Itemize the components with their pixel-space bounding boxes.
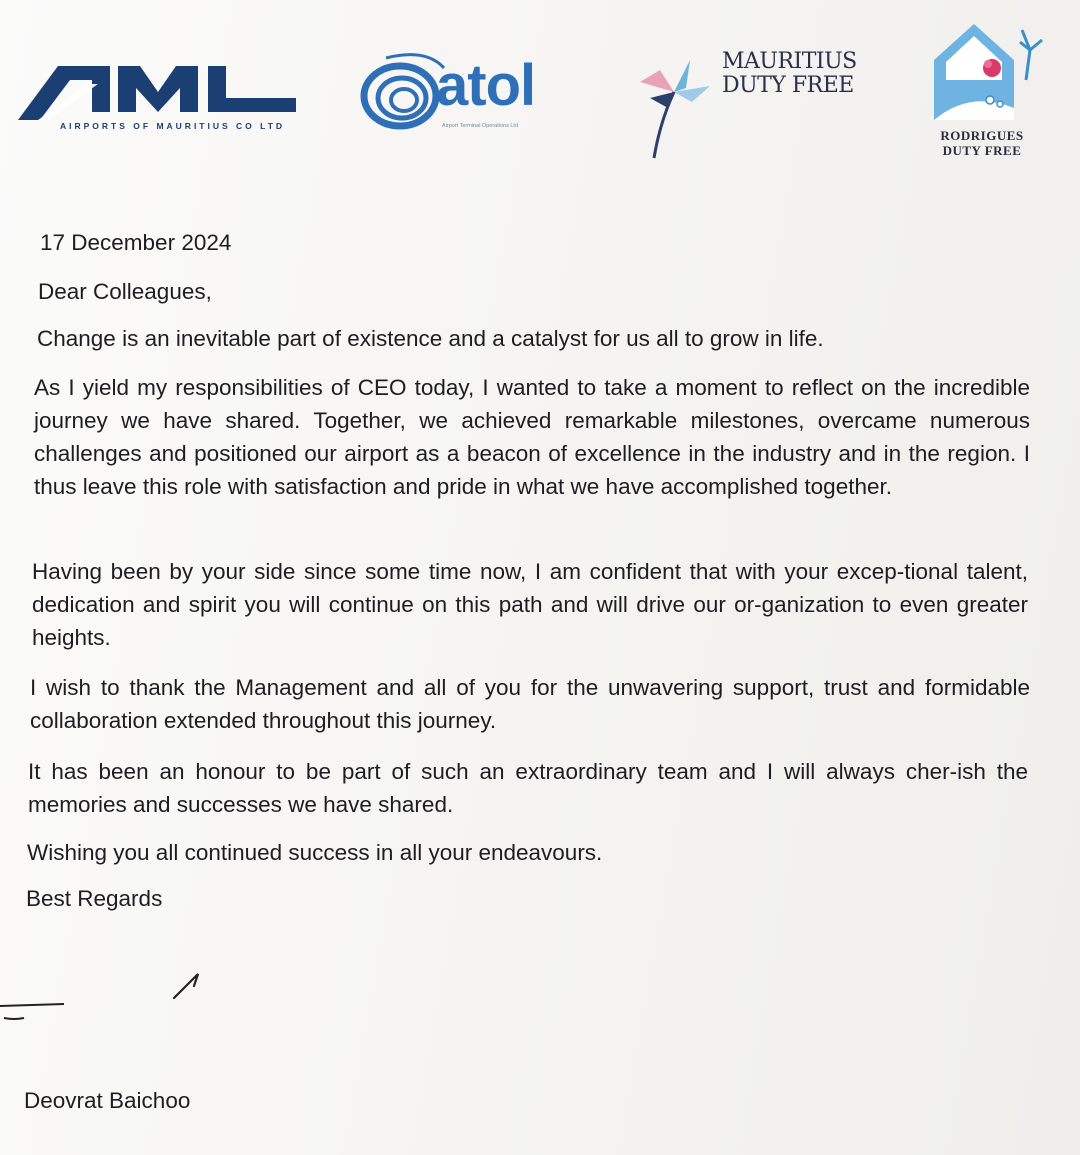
paragraph-1: Change is an inevitable part of existence and a catalyst for us all to grow in life. bbox=[37, 326, 824, 351]
mdf-line1: MAURITIUS bbox=[722, 49, 857, 74]
signature-icon bbox=[0, 960, 240, 1040]
rodrigues-duty-free-text bbox=[932, 128, 1032, 158]
aml-wordmark bbox=[0, 0, 1, 1]
paragraph-2: As I yield my responsibilities of CEO today, I wanted to take a moment to reflect on the incredible journey we have shared. Together, we achieved remarkable milestones, overcame numerous challenges and positioned our airport as a beacon of excellence in the industry and in the region. I thus leave this role with satisfaction and pride in what we have accomplished together. bbox=[34, 375, 1030, 499]
paragraph-3: Having been by your side since some time now, I am confident that with your excep-tional talent, dedication and spirit you will continue on this path and will drive our or-ganization to even greater heights. bbox=[32, 559, 1028, 650]
rdf-line2: DUTY FREE bbox=[942, 143, 1022, 158]
salutation: Dear Colleagues, bbox=[38, 279, 212, 304]
atol-swirl-icon bbox=[356, 48, 446, 138]
rodrigues-emblem-icon bbox=[930, 20, 1050, 125]
closing: Best Regards bbox=[26, 886, 163, 911]
mdf-line2: DUTY FREE bbox=[722, 73, 854, 98]
rdf-line1: RODRIGUES bbox=[940, 128, 1024, 143]
aml-mark-icon bbox=[18, 50, 300, 120]
mauritius-duty-free-text bbox=[722, 50, 857, 98]
paragraph-6: Wishing you all continued success in all your endeavours. bbox=[27, 840, 603, 865]
aml-subtitle: AIRPORTS OF MAURITIUS CO LTD bbox=[60, 121, 286, 131]
aml-logo bbox=[18, 50, 300, 140]
atol-wordmark: atol bbox=[436, 53, 536, 118]
mauritius-duty-free-logo bbox=[630, 42, 860, 162]
aml-wordmark-holder bbox=[0, 0, 1, 1]
paragraph-4: I wish to thank the Management and all of you for the unwavering support, trust and formidable collaboration extended throughout this journey. bbox=[30, 675, 1030, 733]
paragraph-5: It has been an honour to be part of such an extraordinary team and I will always cher-ish the memories and successes we have shared. bbox=[28, 759, 1028, 817]
rodrigues-duty-free-logo bbox=[930, 20, 1050, 165]
signatory-name: Deovrat Baichoo bbox=[24, 1088, 191, 1113]
atol-logo bbox=[356, 48, 566, 138]
bird-of-paradise-icon bbox=[630, 42, 720, 162]
letter-date: 17 December 2024 bbox=[40, 230, 232, 255]
atol-subtitle: Airport Terminal Operations Ltd bbox=[442, 123, 519, 129]
